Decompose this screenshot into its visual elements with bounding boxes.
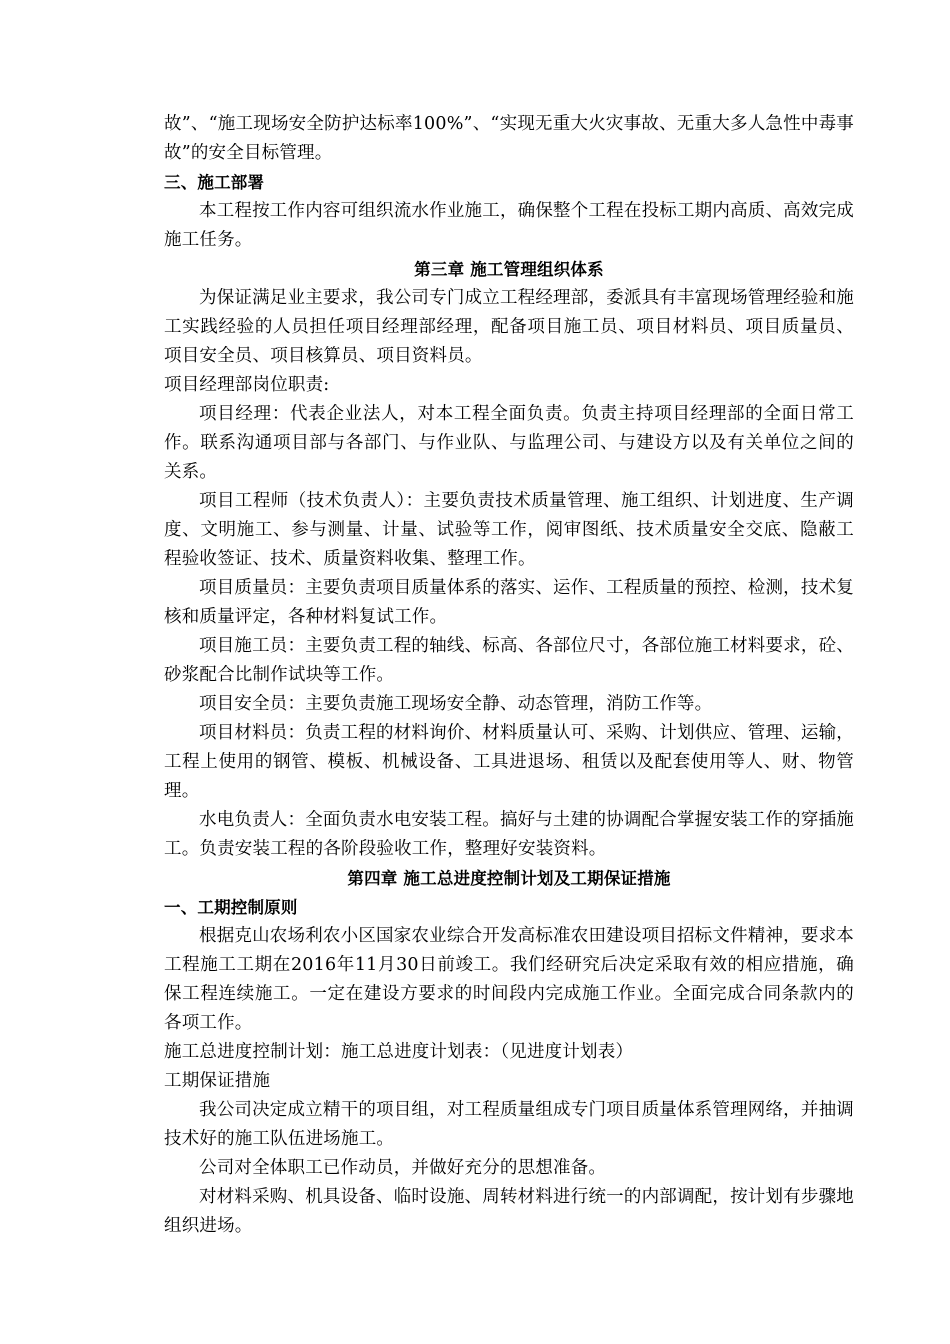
paragraph-construction-officer: 项目施工员：主要负责工程的轴线、标高、各部位尺寸，各部位施工材料要求，砼、砂浆配合比制作试块等工作。 xyxy=(164,636,854,685)
paragraph-safety-officer: 项目安全员：主要负责施工现场安全静、动态管理，消防工作等。 xyxy=(199,694,713,714)
chapter-title-4: 第四章 施工总进度控制计划及工期保证措施 xyxy=(347,869,671,888)
paragraph-duties-title: 项目经理部岗位职责: xyxy=(164,375,330,395)
paragraph-safety-goal-continued: 故”、“施工现场安全防护达标率100%”、“实现无重大火灾事故、无重大多人急性中毒事故”的安全目标管理。 xyxy=(164,114,854,163)
chapter-title-3: 第三章 施工管理组织体系 xyxy=(414,260,604,279)
paragraph-quality-officer: 项目质量员：主要负责项目质量体系的落实、运作、工程质量的预控、检测，技术复核和质量评定，各种材料复试工作。 xyxy=(164,578,854,627)
section-heading-construction-deployment: 三、施工部署 xyxy=(164,173,265,192)
document-body xyxy=(164,110,854,1241)
paragraph-staff-mobilization: 公司对全体职工已作动员，并做好充分的思想准备。 xyxy=(199,1158,607,1178)
section-heading-schedule-principle: 一、工期控制原则 xyxy=(164,898,298,917)
paragraph-organization: 为保证满足业主要求，我公司专门成立工程经理部，委派具有丰富现场管理经验和施工实践经验的人员担任项目经理部经理，配备项目施工员、项目材料员、项目质量员、项目安全员、项目核算员、项目资料员。 xyxy=(164,288,854,366)
paragraph-schedule-guarantee-title: 工期保证措施 xyxy=(164,1071,271,1091)
paragraph-project-manager: 项目经理：代表企业法人，对本工程全面负责。负责主持项目经理部的全面日常工作。联系沟通项目部与各部门、与作业队、与监理公司、与建设方以及有关单位之间的关系。 xyxy=(164,404,854,482)
paragraph-project-team: 我公司决定成立精干的项目组，对工程质量组成专门项目质量体系管理网络，并抽调技术好的施工队伍进场施工。 xyxy=(164,1100,854,1149)
paragraph-electrical-lead: 水电负责人：全面负责水电安装工程。搞好与土建的协调配合掌握安装工作的穿插施工。负责安装工程的各阶段验收工作，整理好安装资料。 xyxy=(164,810,854,859)
paragraph-construction-deployment: 本工程按工作内容可组织流水作业施工，确保整个工程在投标工期内高质、高效完成施工任务。 xyxy=(164,201,854,250)
paragraph-schedule-principle: 根据克山农场利农小区国家农业综合开发高标准农田建设项目招标文件精神，要求本工程施工工期在2016年11月30日前竣工。我们经研究后决定采取有效的相应措施，确保工程连续施工。一定在建设方要求的时间段内完成施工作业。全面完成合同条款内的各项工作。 xyxy=(164,926,854,1033)
paragraph-material-allocation: 对材料采购、机具设备、临时设施、周转材料进行统一的内部调配，按计划有步骤地组织进场。 xyxy=(164,1187,854,1236)
paragraph-master-schedule: 施工总进度控制计划：施工总进度计划表：（见进度计划表） xyxy=(164,1042,634,1062)
paragraph-material-officer: 项目材料员：负责工程的材料询价、材料质量认可、采购、计划供应、管理、运输，工程上使用的钢管、模板、机械设备、工具进退场、租赁以及配套使用等人、财、物管理。 xyxy=(164,723,854,801)
paragraph-project-engineer: 项目工程师（技术负责人）：主要负责技术质量管理、施工组织、计划进度、生产调度、文明施工、参与测量、计量、试验等工作，阅审图纸、技术质量安全交底、隐蔽工程验收签证、技术、质量资料收集、整理工作。 xyxy=(164,491,854,569)
